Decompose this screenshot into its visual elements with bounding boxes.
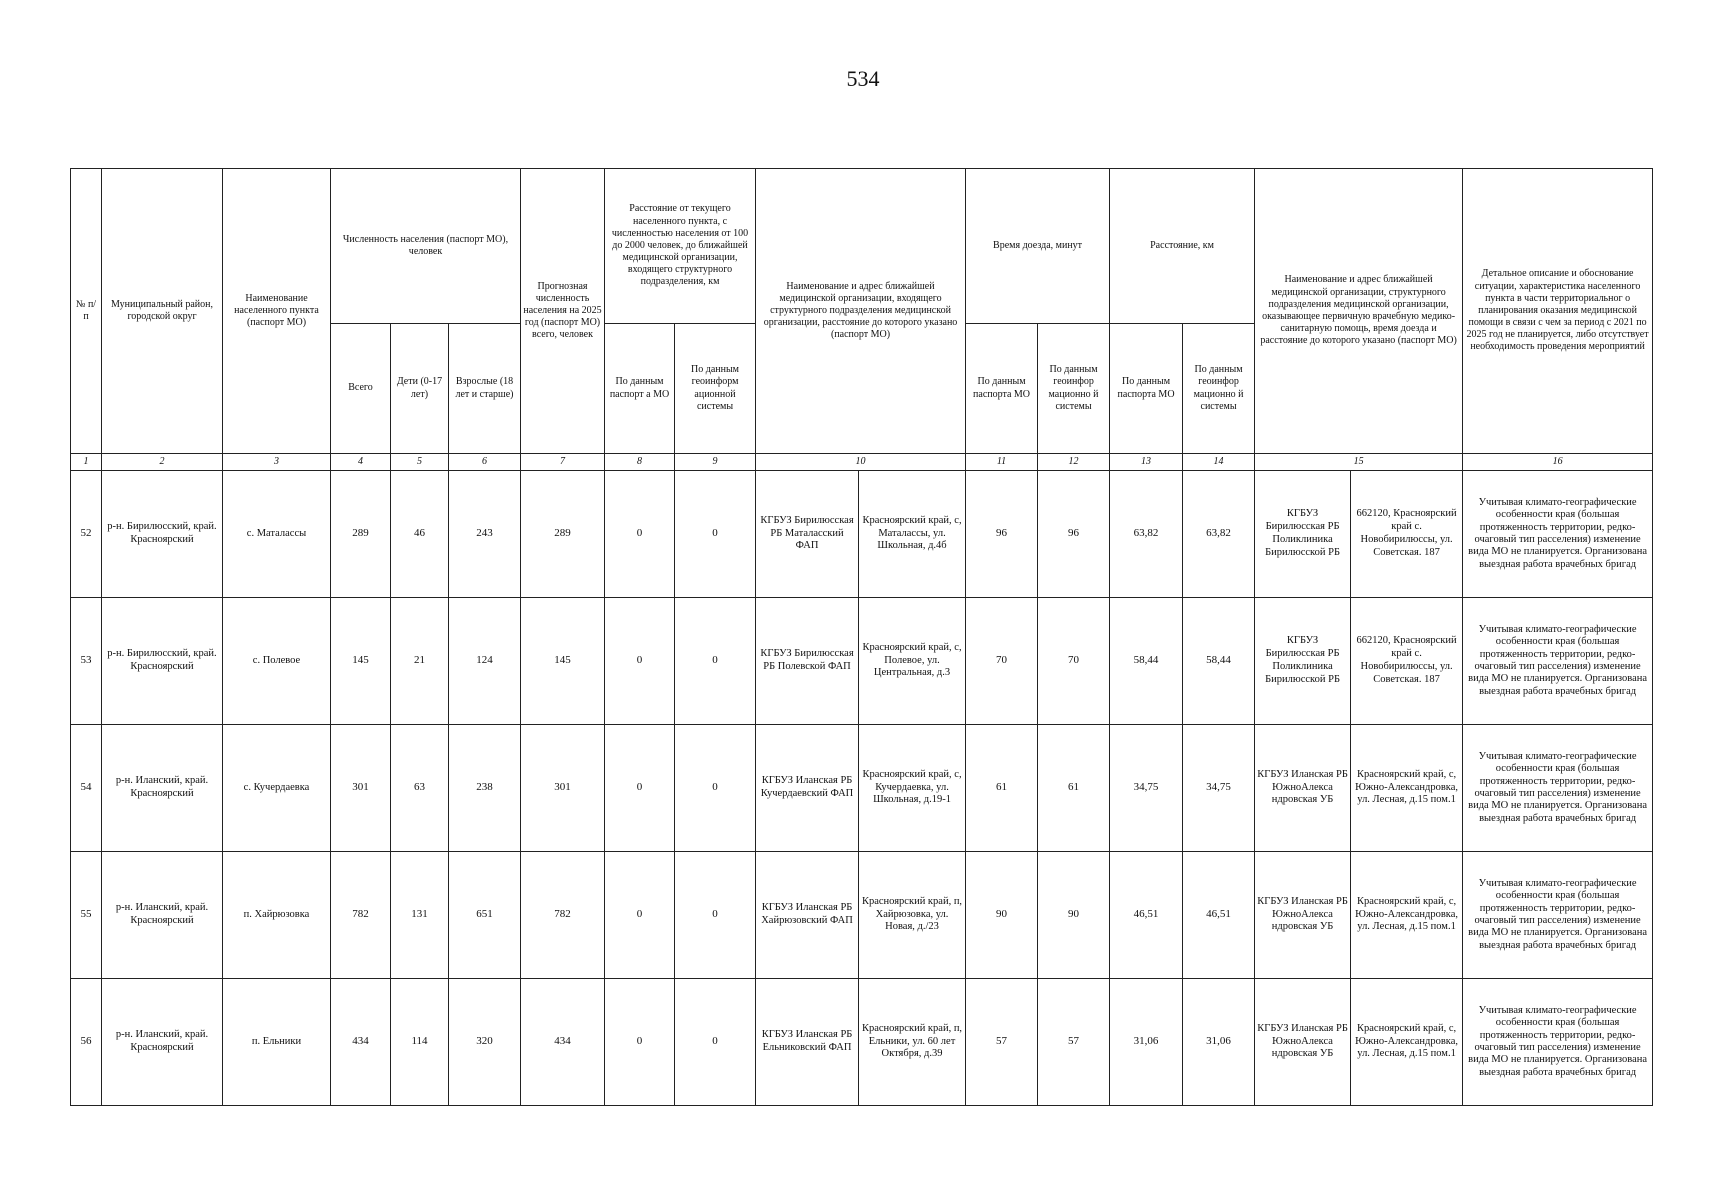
table-row — [71, 598, 1653, 725]
dist-passport-cell: 0 — [605, 471, 675, 598]
adults-cell: 243 — [449, 471, 521, 598]
adults-cell: 238 — [449, 725, 521, 852]
total-cell: 782 — [331, 852, 391, 979]
dist-geo-cell: 0 — [675, 852, 756, 979]
pc-address-cell: Красноярский край, с, Южно-Александровка, ул. Лесная, д.15 пом.1 — [1351, 852, 1463, 979]
pc-address-cell: Красноярский край, с, Южно-Александровка, ул. Лесная, д.15 пом.1 — [1351, 979, 1463, 1106]
header-pop-children: Дети (0-17 лет) — [391, 324, 449, 454]
org-address-cell: Красноярский край, с, Полевое, ул. Центральная, д.3 — [859, 598, 966, 725]
column-number: 6 — [449, 454, 521, 471]
header-district: Муниципальный район, городской округ — [102, 169, 223, 454]
children-cell: 114 — [391, 979, 449, 1106]
district-cell: р-н. Бирилюсский, край. Красноярский — [102, 471, 223, 598]
header-nearest-org: Наименование и адрес ближайшей медицинской организации, входящего структурного подразделения медицинской организации, расстояние до которого указано (паспорт МО) — [756, 169, 966, 454]
pc-address-cell: 662120, Красноярский край с. Новобирилюссы, ул. Советская. 187 — [1351, 598, 1463, 725]
description-cell: Учитывая климато-географические особенности края (большая протяженность территории, редко-очаговый тип расселения) изменение вида МО не планируется. Организована выездная работа врачебных бригад — [1463, 598, 1653, 725]
dist-geo-cell: 0 — [675, 598, 756, 725]
km-passport-cell: 34,75 — [1110, 725, 1183, 852]
dist-passport-cell: 0 — [605, 725, 675, 852]
table-row — [71, 725, 1653, 852]
table-row — [71, 471, 1653, 598]
dist-geo-cell: 0 — [675, 725, 756, 852]
column-number: 11 — [966, 454, 1038, 471]
km-geo-cell: 46,51 — [1183, 852, 1255, 979]
column-number: 5 — [391, 454, 449, 471]
total-cell: 434 — [331, 979, 391, 1106]
header-population: Численность населения (паспорт МО), человек — [331, 169, 521, 324]
row-number: 55 — [71, 852, 102, 979]
pc-address-cell: 662120, Красноярский край с. Новобирилюссы, ул. Советская. 187 — [1351, 471, 1463, 598]
org-name-cell: КГБУЗ Иланская РБ Кучердаевский ФАП — [756, 725, 859, 852]
header-dist-passport: По данным паспорт а МО — [605, 324, 675, 454]
org-name-cell: КГБУЗ Бирилюсская РБ Маталасский ФАП — [756, 471, 859, 598]
header-time-passport: По данным паспорта МО — [966, 324, 1038, 454]
header-settlement: Наименование населенного пункта (паспорт МО) — [223, 169, 331, 454]
column-numbers-row — [71, 454, 1653, 471]
org-address-cell: Красноярский край, п, Хайрюзовка, ул. Новая, д./23 — [859, 852, 966, 979]
row-number: 56 — [71, 979, 102, 1106]
description-cell: Учитывая климато-географические особенности края (большая протяженность территории, редко-очаговый тип расселения) изменение вида МО не планируется. Организована выездная работа врачебных бригад — [1463, 979, 1653, 1106]
km-passport-cell: 46,51 — [1110, 852, 1183, 979]
dist-passport-cell: 0 — [605, 852, 675, 979]
dist-passport-cell: 0 — [605, 979, 675, 1106]
table-row — [71, 852, 1653, 979]
org-name-cell: КГБУЗ Иланская РБ Ельниковский ФАП — [756, 979, 859, 1106]
pc-name-cell: КГБУЗ Бирилюсская РБ Поликлиника Бирилюсской РБ — [1255, 598, 1351, 725]
description-cell: Учитывая климато-географические особенности края (большая протяженность территории, редко-очаговый тип расселения) изменение вида МО не планируется. Организована выездная работа врачебных бригад — [1463, 725, 1653, 852]
description-cell: Учитывая климато-географические особенности края (большая протяженность территории, редко-очаговый тип расселения) изменение вида МО не планируется. Организована выездная работа врачебных бригад — [1463, 852, 1653, 979]
total-cell: 145 — [331, 598, 391, 725]
total-cell: 301 — [331, 725, 391, 852]
time-passport-cell: 61 — [966, 725, 1038, 852]
km-geo-cell: 34,75 — [1183, 725, 1255, 852]
row-number: 54 — [71, 725, 102, 852]
forecast-cell: 301 — [521, 725, 605, 852]
column-number: 14 — [1183, 454, 1255, 471]
time-passport-cell: 57 — [966, 979, 1038, 1106]
km-geo-cell: 58,44 — [1183, 598, 1255, 725]
header-row-1 — [71, 169, 1653, 324]
pc-name-cell: КГБУЗ Иланская РБ ЮжноАлекса ндровская УБ — [1255, 979, 1351, 1106]
settlement-cell: п. Хайрюзовка — [223, 852, 331, 979]
total-cell: 289 — [331, 471, 391, 598]
time-passport-cell: 96 — [966, 471, 1038, 598]
settlement-cell: с. Полевое — [223, 598, 331, 725]
column-number: 13 — [1110, 454, 1183, 471]
time-geo-cell: 96 — [1038, 471, 1110, 598]
org-address-cell: Красноярский край, с, Кучердаевка, ул. Школьная, д.19-1 — [859, 725, 966, 852]
page-number: 534 — [846, 66, 880, 91]
km-geo-cell: 63,82 — [1183, 471, 1255, 598]
header-primary-care: Наименование и адрес ближайшей медицинской организации, структурного подразделения медицинской организации, оказывающее первичную врачебную медико-санитарную помощь, время доезда и расстояние до которого указано (паспорт МО) — [1255, 169, 1463, 454]
column-number: 10 — [756, 454, 966, 471]
dist-passport-cell: 0 — [605, 598, 675, 725]
column-number: 8 — [605, 454, 675, 471]
settlement-cell: с. Кучердаевка — [223, 725, 331, 852]
children-cell: 131 — [391, 852, 449, 979]
forecast-cell: 434 — [521, 979, 605, 1106]
pc-name-cell: КГБУЗ Иланская РБ ЮжноАлекса ндровская УБ — [1255, 852, 1351, 979]
district-cell: р-н. Бирилюсский, край. Красноярский — [102, 598, 223, 725]
forecast-cell: 289 — [521, 471, 605, 598]
column-number: 2 — [102, 454, 223, 471]
header-distance-km: Расстояние, км — [1110, 169, 1255, 324]
forecast-cell: 782 — [521, 852, 605, 979]
settlement-cell: с. Маталассы — [223, 471, 331, 598]
header-travel-time: Время доезда, минут — [966, 169, 1110, 324]
children-cell: 46 — [391, 471, 449, 598]
adults-cell: 320 — [449, 979, 521, 1106]
children-cell: 21 — [391, 598, 449, 725]
adults-cell: 124 — [449, 598, 521, 725]
description-cell: Учитывая климато-географические особенности края (большая протяженность территории, редко-очаговый тип расселения) изменение вида МО не планируется. Организована выездная работа врачебных бригад — [1463, 471, 1653, 598]
column-number: 9 — [675, 454, 756, 471]
time-geo-cell: 61 — [1038, 725, 1110, 852]
org-address-cell: Красноярский край, п, Ельники, ул. 60 лет Октября, д.39 — [859, 979, 966, 1106]
dist-geo-cell: 0 — [675, 471, 756, 598]
header-no: № п/ п — [71, 169, 102, 454]
header-km-geo: По данным геоинфор мационно й системы — [1183, 324, 1255, 454]
header-distance-current: Расстояние от текущего населенного пункта, с численностью населения от 100 до 2000 человек, до ближайшей медицинской организации, входящего структурного подразделения, км — [605, 169, 756, 324]
adults-cell: 651 — [449, 852, 521, 979]
time-geo-cell: 57 — [1038, 979, 1110, 1106]
table-row — [71, 979, 1653, 1106]
km-passport-cell: 31,06 — [1110, 979, 1183, 1106]
district-cell: р-н. Иланский, край. Красноярский — [102, 725, 223, 852]
km-passport-cell: 58,44 — [1110, 598, 1183, 725]
org-name-cell: КГБУЗ Бирилюсская РБ Полевской ФАП — [756, 598, 859, 725]
header-km-passport: По данным паспорта МО — [1110, 324, 1183, 454]
column-number: 1 — [71, 454, 102, 471]
column-number: 12 — [1038, 454, 1110, 471]
km-geo-cell: 31,06 — [1183, 979, 1255, 1106]
forecast-cell: 145 — [521, 598, 605, 725]
children-cell: 63 — [391, 725, 449, 852]
time-geo-cell: 90 — [1038, 852, 1110, 979]
header-dist-geo: По данным геоинформ ационной системы — [675, 324, 756, 454]
dist-geo-cell: 0 — [675, 979, 756, 1106]
column-number: 7 — [521, 454, 605, 471]
settlement-cell: п. Ельники — [223, 979, 331, 1106]
org-address-cell: Красноярский край, с, Маталассы, ул. Школьная, д.4б — [859, 471, 966, 598]
district-cell: р-н. Иланский, край. Красноярский — [102, 979, 223, 1106]
km-passport-cell: 63,82 — [1110, 471, 1183, 598]
header-forecast: Прогнозная численность населения на 2025 год (паспорт МО) всего, человек — [521, 169, 605, 454]
district-cell: р-н. Иланский, край. Красноярский — [102, 852, 223, 979]
pc-name-cell: КГБУЗ Бирилюсская РБ Поликлиника Бирилюсской РБ — [1255, 471, 1351, 598]
settlements-table — [70, 168, 1653, 1106]
time-geo-cell: 70 — [1038, 598, 1110, 725]
pc-name-cell: КГБУЗ Иланская РБ ЮжноАлекса ндровская УБ — [1255, 725, 1351, 852]
header-pop-adults: Взрослые (18 лет и старше) — [449, 324, 521, 454]
header-description: Детальное описание и обоснование ситуации, характеристика населенного пункта в части территориальног о планирования оказания медицинской помощи в связи с чем за период с 2021 по 2025 год не планируется, либо отсутствует необходимость проведения мероприятий — [1463, 169, 1653, 454]
column-number: 15 — [1255, 454, 1463, 471]
time-passport-cell: 70 — [966, 598, 1038, 725]
header-pop-total: Всего — [331, 324, 391, 454]
column-number: 16 — [1463, 454, 1653, 471]
column-number: 4 — [331, 454, 391, 471]
pc-address-cell: Красноярский край, с, Южно-Александровка, ул. Лесная, д.15 пом.1 — [1351, 725, 1463, 852]
org-name-cell: КГБУЗ Иланская РБ Хайрюзовский ФАП — [756, 852, 859, 979]
row-number: 52 — [71, 471, 102, 598]
time-passport-cell: 90 — [966, 852, 1038, 979]
row-number: 53 — [71, 598, 102, 725]
header-time-geo: По данным геоинфор мационно й системы — [1038, 324, 1110, 454]
column-number: 3 — [223, 454, 331, 471]
